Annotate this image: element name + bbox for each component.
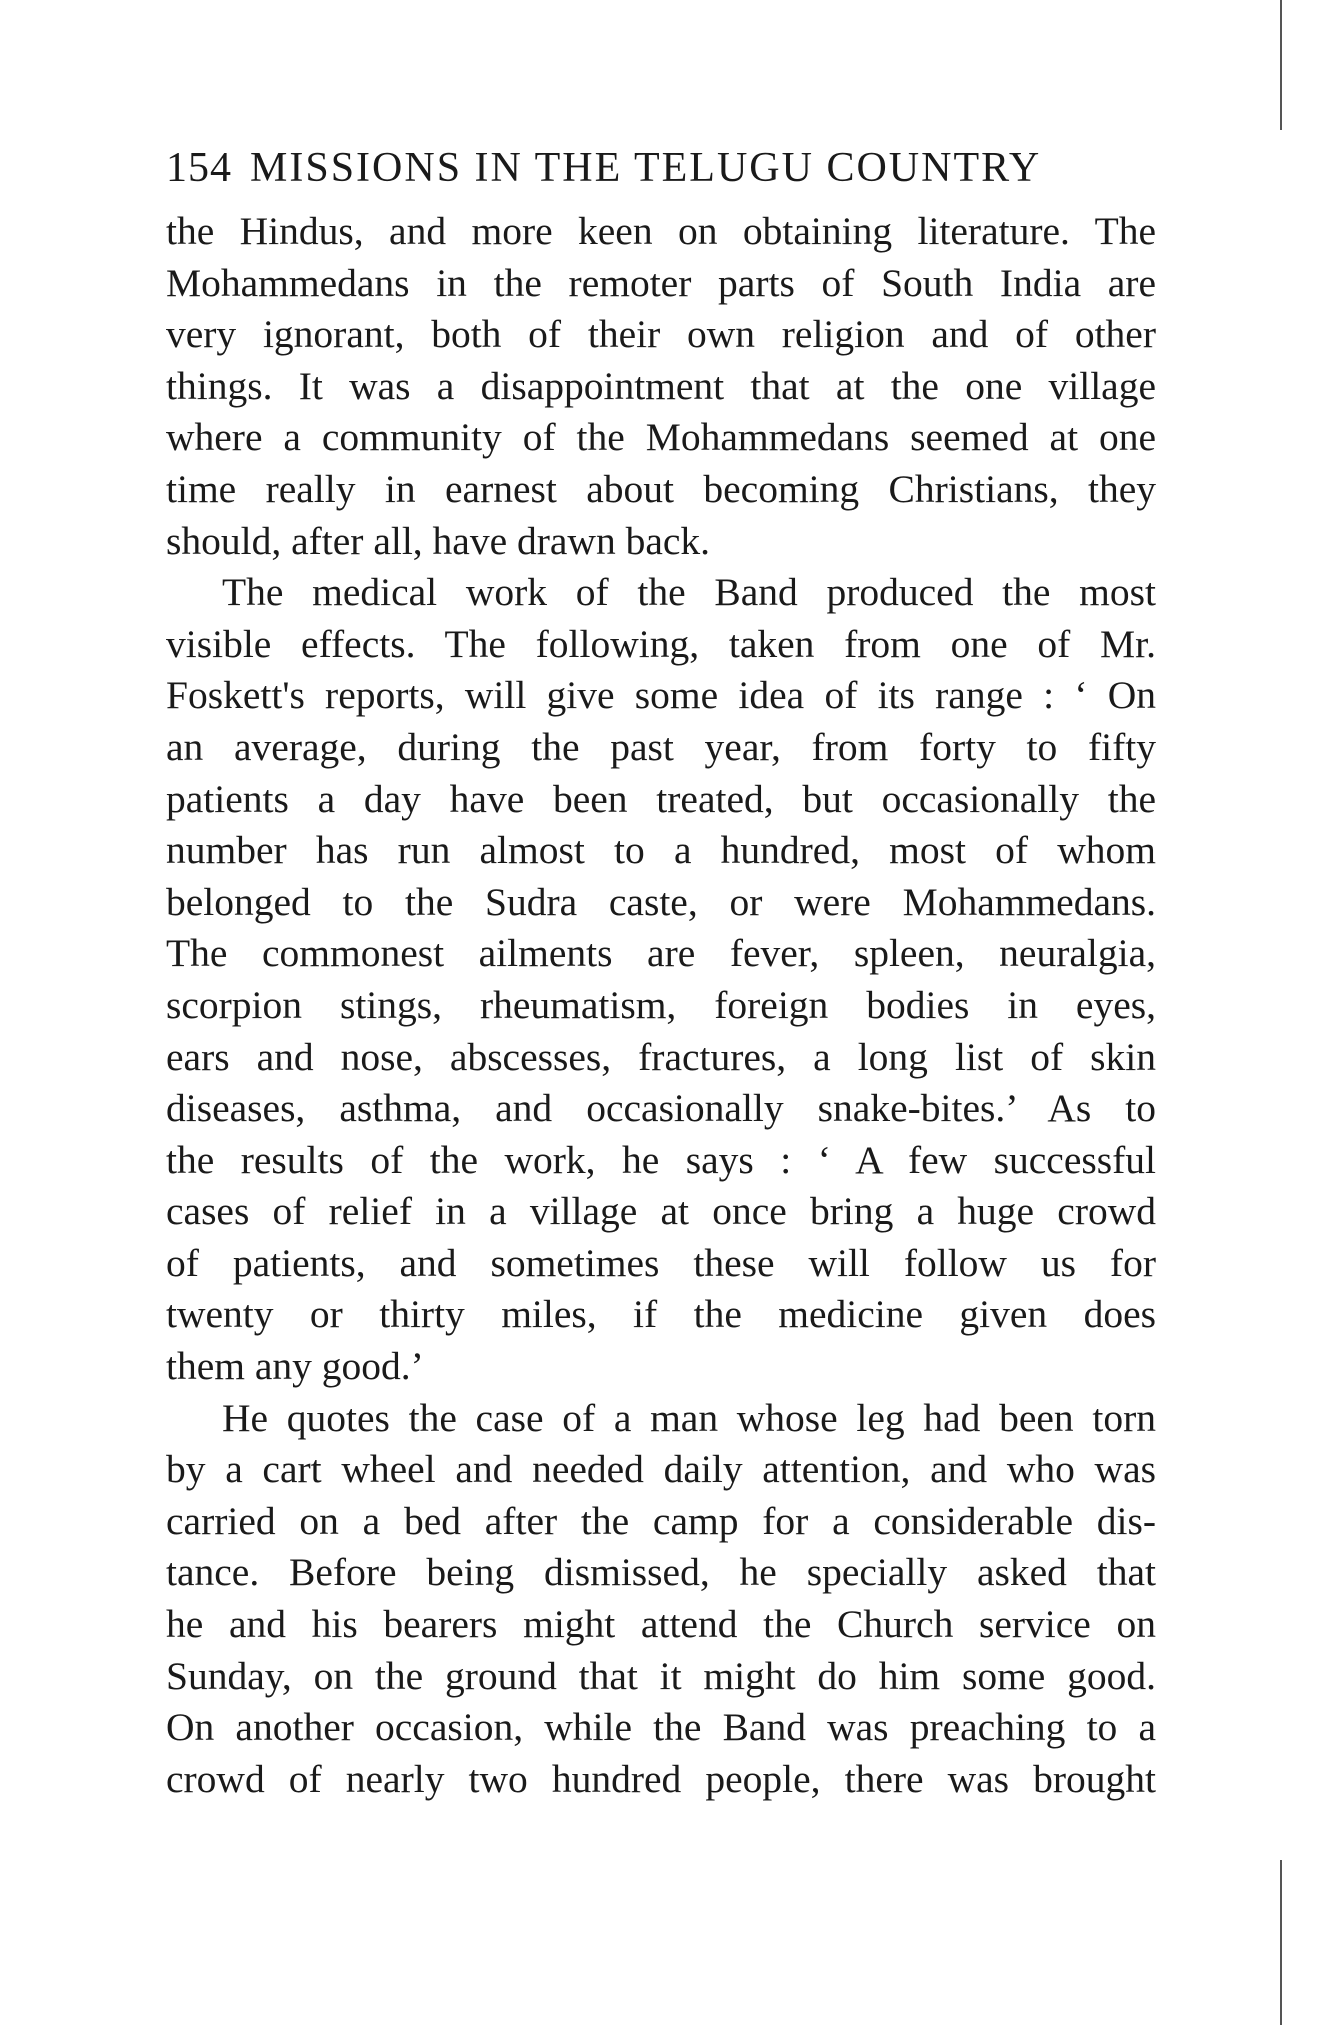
text-line: diseases, asthma, and occasionally snake-bites.’ As to	[166, 1086, 1156, 1131]
text-line: an average, during the past year, from forty to fifty	[166, 724, 1156, 769]
text-line: tance. Before being dismissed, he specially asked that	[166, 1550, 1156, 1595]
running-head	[166, 138, 1166, 198]
body-text	[166, 206, 1166, 1805]
running-title: MISSIONS IN THE TELUGU COUNTRY	[250, 145, 1042, 191]
page-number: 154	[166, 145, 232, 191]
text-line: The medical work of the Band produced the most	[222, 570, 1156, 615]
text-line: Sunday, on the ground that it might do him some good.	[166, 1653, 1156, 1698]
text-line: patients a day have been treated, but occasionally the	[166, 776, 1156, 821]
text-line: Foskett's reports, will give some idea of its range : ‘ On	[166, 673, 1156, 718]
scan-edge-line-bottom	[1280, 1860, 1282, 2025]
text-line: He quotes the case of a man whose leg had been torn	[222, 1395, 1156, 1440]
text-line: twenty or thirty miles, if the medicine given does	[166, 1292, 1156, 1337]
text-line: The commonest ailments are fever, spleen, neuralgia,	[166, 931, 1156, 976]
text-line: he and his bearers might attend the Church service on	[166, 1602, 1156, 1647]
scan-edge-line-top	[1280, 0, 1282, 130]
text-line: time really in earnest about becoming Christians, they	[166, 466, 1156, 511]
text-line: the results of the work, he says : ‘ A few successful	[166, 1137, 1156, 1182]
text-line: where a community of the Mohammedans seemed at one	[166, 415, 1156, 460]
text-line: On another occasion, while the Band was preaching to a	[166, 1705, 1156, 1750]
text-line: scorpion stings, rheumatism, foreign bodies in eyes,	[166, 982, 1156, 1027]
text-line: visible effects. The following, taken from one of Mr.	[166, 621, 1156, 666]
text-line: Mohammedans in the remoter parts of South India are	[166, 260, 1156, 305]
text-line: the Hindus, and more keen on obtaining literature. The	[166, 209, 1156, 253]
text-line: carried on a bed after the camp for a considerable dis-	[166, 1498, 1156, 1543]
text-line: them any good.’	[166, 1344, 424, 1389]
text-line: cases of relief in a village at once bring a huge crowd	[166, 1189, 1156, 1234]
text-line: things. It was a disappointment that at the one village	[166, 363, 1156, 408]
text-line: number has run almost to a hundred, most of whom	[166, 828, 1156, 873]
text-line: crowd of nearly two hundred people, there was brought	[166, 1756, 1156, 1801]
book-page	[166, 138, 1166, 1805]
text-line: should, after all, have drawn back.	[166, 518, 711, 563]
text-line: very ignorant, both of their own religion and of other	[166, 312, 1156, 357]
text-line: of patients, and sometimes these will follow us for	[166, 1240, 1156, 1285]
text-line: belonged to the Sudra caste, or were Mohammedans.	[166, 879, 1156, 924]
text-line: by a cart wheel and needed daily attention, and who was	[166, 1447, 1156, 1492]
text-line: ears and nose, abscesses, fractures, a long list of skin	[166, 1034, 1156, 1079]
